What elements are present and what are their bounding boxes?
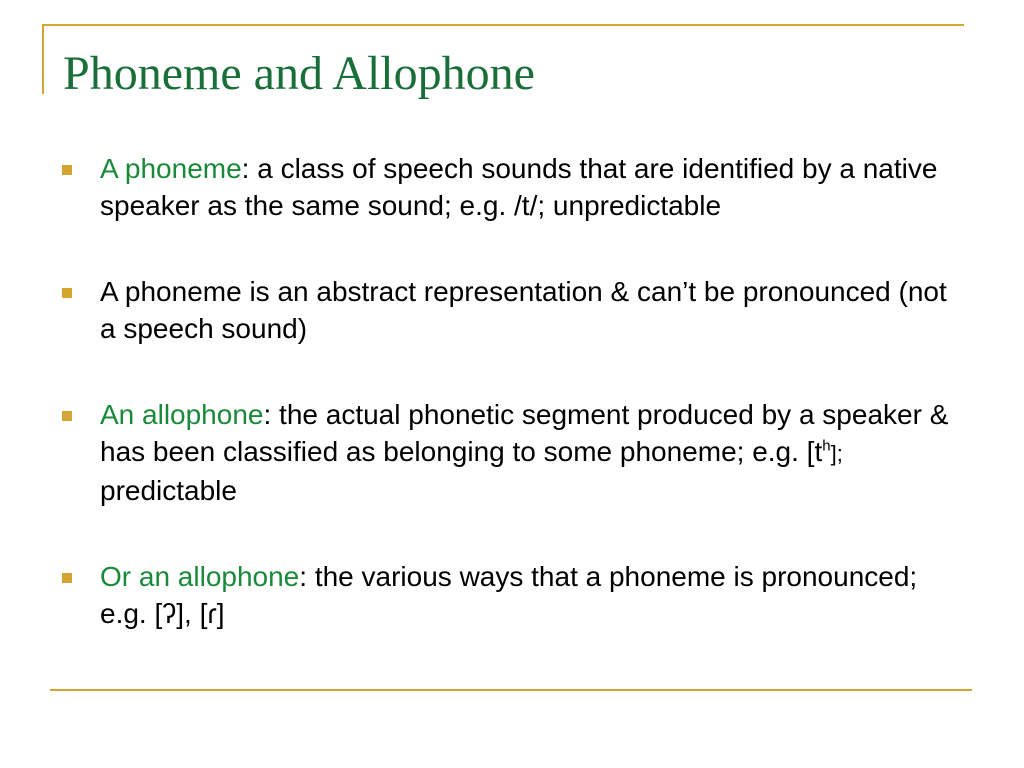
bullet-term: Or an allophone [100, 561, 300, 592]
bullet-text: : a class of speech sounds that are identified by a native speaker as the same sound; e.g. /t/; unpredictable [100, 153, 938, 221]
bullet-text: : the various ways that a phoneme is pronounced; e.g. [ʔ], [ɾ] [100, 561, 918, 629]
bullet-text: : the actual phonetic segment produced by a speaker & has been classified as belonging to some phoneme; e.g. [t [100, 399, 949, 467]
left-rule [42, 24, 44, 94]
bullet-item-or-allophone [62, 558, 962, 632]
top-rule [42, 24, 964, 26]
bullet-item-phoneme [62, 150, 962, 224]
bullet-text-end: predictable [100, 475, 237, 506]
bullet-item-abstract [62, 273, 962, 347]
bottom-rule [50, 689, 972, 691]
bullet-text: A phoneme is an abstract representation & can’t be pronounced (not a speech sound) [100, 276, 947, 344]
aspiration-superscript: h [822, 437, 831, 455]
bullet-item-allophone [62, 396, 962, 509]
bullet-square-icon [62, 573, 72, 583]
bullet-term: A phoneme [100, 153, 242, 184]
bullet-square-icon [62, 288, 72, 298]
bracket-close: ]; [830, 441, 843, 466]
bullet-square-icon [62, 411, 72, 421]
bullet-square-icon [62, 165, 72, 175]
bullet-term: An allophone [100, 399, 264, 430]
slide-title: Phoneme and Allophone [63, 47, 535, 100]
bullet-list [62, 150, 962, 681]
